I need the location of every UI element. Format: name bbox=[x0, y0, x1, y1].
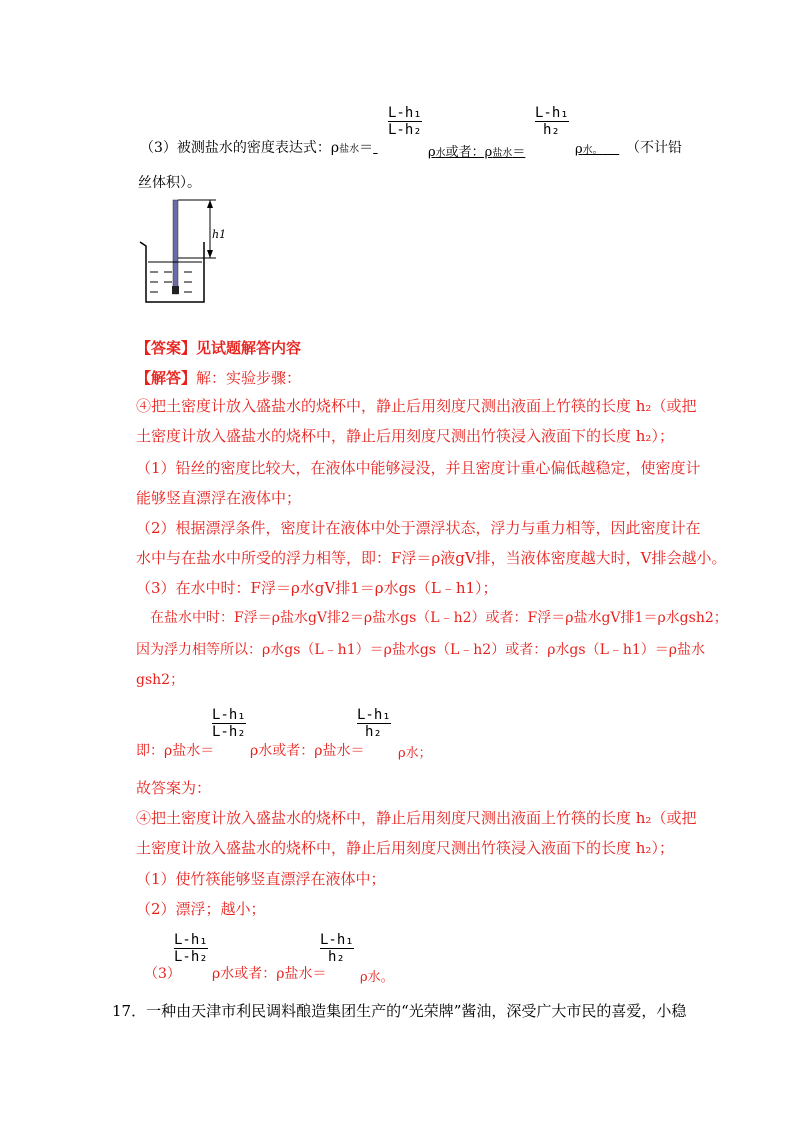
p2-line2: 水中与在盐水中所受的浮力相等，即：F浮＝ρ液gV排，当液体密度越大时，V排会越小。 bbox=[136, 549, 727, 567]
ji-fraction-2: $\frac{\text{L-h₁}}{\text{h₂}}$ bbox=[357, 707, 391, 740]
question-17: 17．一种由天津市利民调料酿造集团生产的“光荣牌”酱油，深受广大市民的喜爱，小稳 bbox=[112, 1002, 687, 1020]
final2: （2）漂浮；越小； bbox=[136, 900, 266, 918]
ji-end: ρ水； bbox=[398, 746, 432, 761]
beaker-figure bbox=[134, 196, 244, 308]
q3-prefix: （3）被测盐水的密度表达式：ρ bbox=[140, 140, 340, 156]
f3-fraction-1: $\frac{\text{L-h₁}}{\text{L-h₂}}$ bbox=[174, 932, 208, 965]
step4-line2: 土密度计放入盛盐水的烧杯中，静止后用刻度尺测出竹筷浸入液面下的长度 h₂）； bbox=[136, 427, 674, 445]
q3-fraction-2 bbox=[535, 105, 569, 138]
q3-line bbox=[140, 137, 403, 157]
q3-fraction-1 bbox=[388, 105, 422, 138]
step4-line1: ④把土密度计放入盛盐水的烧杯中，静止后用刻度尺测出液面上竹筷的长度 h₂（或把 bbox=[136, 397, 697, 415]
jieda-line: 【解答】解：实验步骤： bbox=[136, 369, 302, 387]
final4-line2: 土密度计放入盛盐水的烧杯中，静止后用刻度尺测出竹筷浸入液面下的长度 h₂）； bbox=[136, 839, 674, 857]
p2-line1: （2）根据漂浮条件，密度计在液体中处于漂浮状态，浮力与重力相等，因此密度计在 bbox=[136, 519, 701, 537]
p1-line2: 能够竖直漂浮在液体中； bbox=[136, 489, 302, 507]
lead-wire-weight bbox=[172, 286, 179, 294]
density-meter-stick bbox=[173, 200, 178, 294]
figure-label-h1: h1 bbox=[212, 228, 227, 241]
q3-den1: L-h₂ bbox=[388, 122, 422, 138]
f3-mid: ρ水或者：ρ盐水＝ bbox=[212, 966, 327, 982]
q3-line2: 丝体积）。 bbox=[138, 175, 201, 191]
p3-line4: gsh2； bbox=[136, 672, 185, 688]
q3-num2: L-h₁ bbox=[535, 105, 569, 121]
f3-prefix: （3） bbox=[144, 966, 181, 982]
p3-line1: （3）在水中时：F浮＝ρ水gV排1＝ρ水gs（L﹣h1）； bbox=[136, 579, 498, 597]
q3-rho-water-2: ρ水。 bbox=[575, 142, 603, 157]
final1: （1）使竹筷能够竖直漂浮在液体中； bbox=[136, 870, 386, 888]
answer-tag: 【答案】见试题解答内容 bbox=[136, 339, 302, 357]
q3-rho-water-1: ρ水或者：ρ盐水＝ bbox=[428, 145, 526, 160]
q3-sub1: 盐水 bbox=[339, 144, 360, 155]
f3-end: ρ水。 bbox=[360, 970, 394, 985]
ji-mid: ρ水或者：ρ盐水＝ bbox=[250, 743, 365, 759]
p3-line2: 在盐水中时：F浮＝ρ盐水gV排2＝ρ盐水gs（L﹣h2）或者：F浮＝ρ盐水gV排1＝ρ水gsh2； bbox=[150, 610, 728, 626]
f3-fraction-2: $\frac{\text{L-h₁}}{\text{h₂}}$ bbox=[320, 932, 354, 965]
q3-note: （不计铅 bbox=[626, 140, 682, 156]
ji-fraction-1: $\frac{\text{L-h₁}}{\text{L-h₂}}$ bbox=[212, 707, 246, 740]
q3-eq: ＝ bbox=[359, 140, 374, 156]
final4-line1: ④把土密度计放入盛盐水的烧杯中，静止后用刻度尺测出液面上竹筷的长度 h₂（或把 bbox=[136, 809, 697, 827]
p3-line3: 因为浮力相等所以：ρ水gs（L﹣h1）＝ρ盐水gs（L﹣h2）或者：ρ水gs（L﹣h1）＝ρ盐水 bbox=[136, 642, 706, 658]
final-title: 故答案为： bbox=[136, 779, 212, 797]
ji-prefix: 即：ρ盐水＝ bbox=[136, 743, 215, 759]
p1-line1: （1）铅丝的密度比较大，在液体中能够浸没，并且密度计重心偏低越稳定，使密度计 bbox=[136, 459, 701, 477]
q3-num1: L-h₁ bbox=[388, 105, 422, 121]
q3-den2: h₂ bbox=[535, 121, 569, 138]
